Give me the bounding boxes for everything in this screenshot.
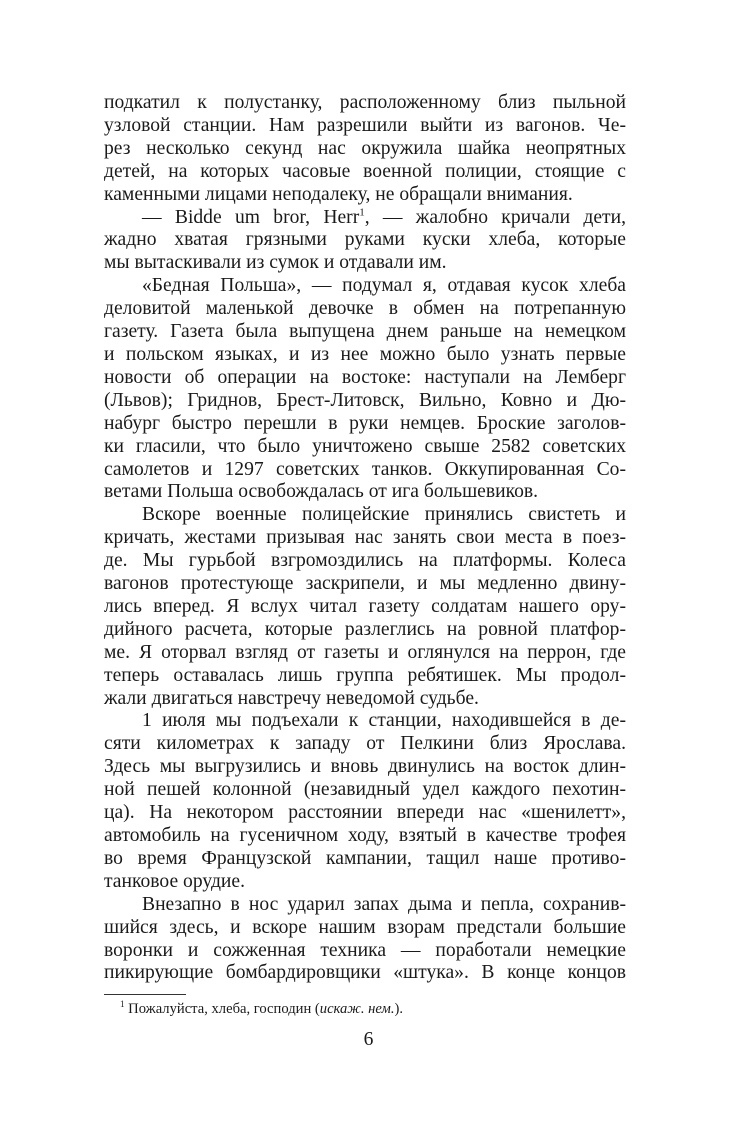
text-line: теперь оставалась лишь группа ребятишек. Мы продол- [104,664,626,686]
page-number: 6 [363,1029,374,1050]
text-line: детей, на которых часовые военной полиции, стоящие с [104,160,626,182]
text-line: автомобиль на гусеничном ходу, взятый в качестве трофея [104,825,626,846]
text-line: «Бедная Польша», — подумал я, отдавая кусок хлеба [142,275,626,297]
text-line: мы вытаскивали из сумок и отдавали им. [104,252,447,274]
text-line: самолетов и 1297 советских танков. Оккупированная Со- [104,458,626,480]
text-line: во время Французской кампании, тащил наше противо- [104,847,626,869]
footnote-ref: 1 [359,206,365,218]
text-line: лись вперед. Я вслух читал газету солдатам нашего ору- [104,595,626,617]
text-line: ной пешей колонной (незавидный удел каждого пехотин- [104,779,626,801]
text-line: ца). На некотором расстоянии впереди нас «шенилетт», [104,802,626,824]
text-line: де. Мы гурьбой взгромоздились на платформы. Колеса [104,550,626,572]
footnote [104,1000,626,1018]
text-line: кричать, жестами призывая нас занять свои места в поез- [104,527,626,549]
text-line: вагонов протестующе заскрипели, и мы медленно двину- [104,573,626,595]
text-line: ки гласили, что было уничтожено свыше 2582 советских [104,435,626,457]
text-line: Внезапно в нос ударил запах дыма и пепла, сохранив- [142,893,626,915]
text-line: танковое орудие. [104,870,246,892]
text-line: узловой станции. Нам разрешили выйти из вагонов. Че- [104,114,626,136]
text-line: набург быстро перешли в руки немцев. Броские заголов- [104,412,626,434]
text-line: Здесь мы выгрузились и вновь двинулись на восток длин- [104,756,626,778]
footnote-text-end: ). [394,1001,404,1017]
text-line: рез несколько секунд нас окружила шайка неопрятных [104,137,626,159]
text-line: ветами Польша освобождалась от ига большевиков. [104,481,539,503]
text-line: и польском языках, и из нее можно было узнать первые [104,343,626,365]
text-line: — Bidde um bror, Herr$^1$, — жалобно кричали дети, [142,206,626,228]
text-line: жали двигаться навстречу неведомой судьбе. [104,687,479,709]
footnote-text: Пожалуйста, хлеба, господин ( [124,1001,320,1017]
page-body [104,92,626,985]
text-line: воронки и сожженная техника — поработали немецкие [104,939,626,961]
text-line: каменными лицами неподалеку, не обращали внимания. [104,183,573,205]
text-line: Вскоре военные полицейские принялись свистеть и [142,504,626,526]
footnote-divider [104,994,186,995]
footnote-marker: 1 [120,999,125,1010]
footnote-italic: искаж. нем. [319,1001,395,1017]
text-line: подкатил к полустанку, расположенному близ пыльной [104,92,626,113]
text-line: сяти километрах к западу от Пелкини близ Ярослава. [104,733,626,755]
text-line: новости об операции на востоке: наступали на Лемберг [104,366,626,388]
text-line: шийся здесь, и вскоре нашим взорам предстали большие [104,916,626,938]
text-line: деловитой маленькой девочке в обмен на потрепанную [104,298,626,320]
text-line: газету. Газета была выпущена днем раньше на немецком [104,321,626,343]
text-line: ме. Я оторвал взгляд от газеты и оглянулся на перрон, где [104,641,626,663]
text-line: жадно хватая грязными руками куски хлеба, которые [104,229,626,251]
text-line: пикирующие бомбардировщики «штука». В конце концов [104,962,626,984]
text-line: дийного расчета, которые разлеглись на ровной платфор- [104,618,626,640]
text-line: (Львов); Гриднов, Брест-Литовск, Вильно, Ковно и Дю- [104,389,626,411]
text-line: 1 июля мы подъехали к станции, находившейся в де- [142,710,626,732]
